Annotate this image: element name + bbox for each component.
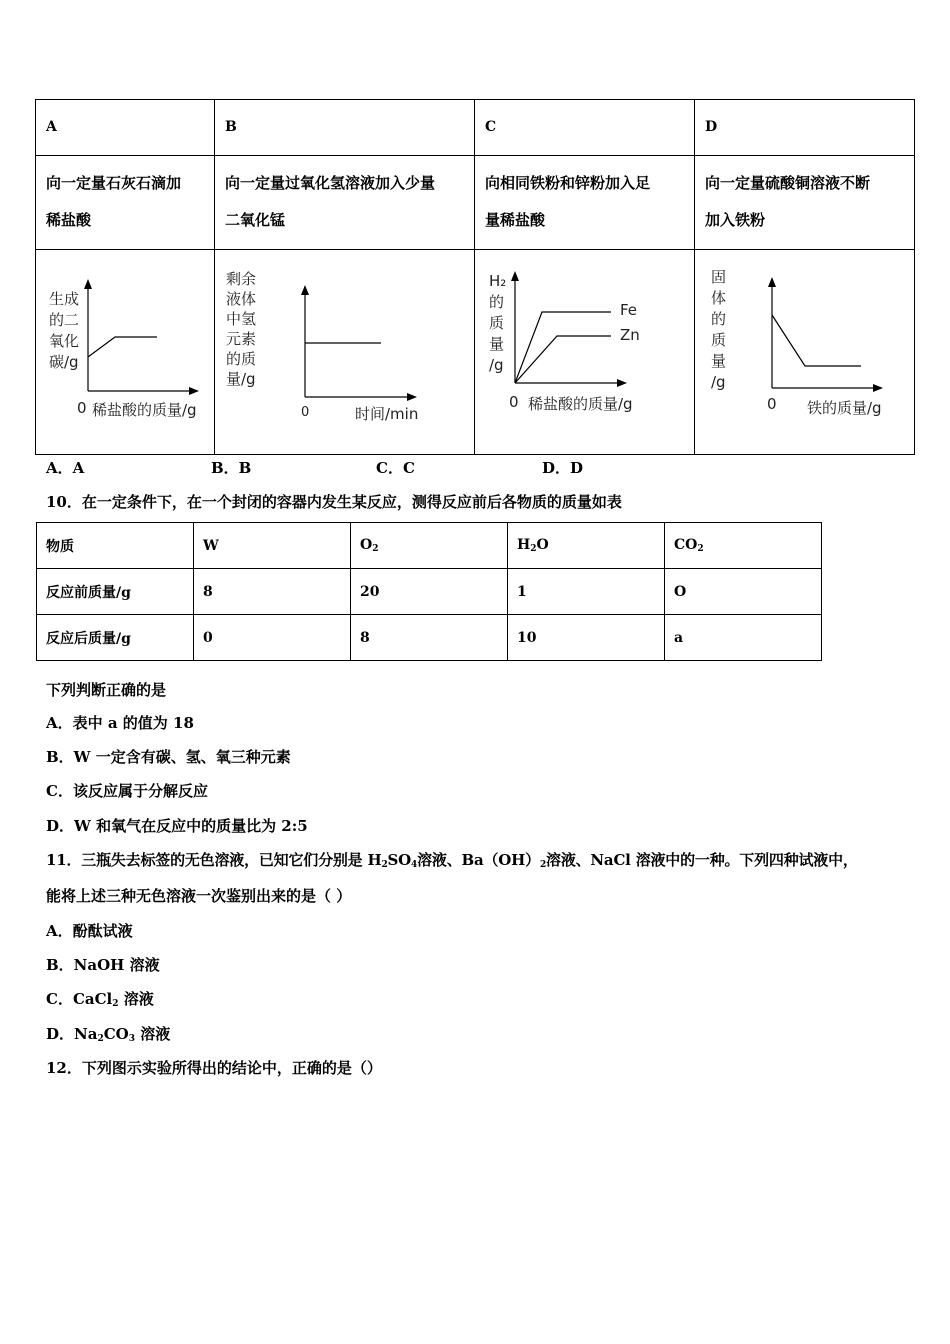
ylabel-line: /g (711, 373, 726, 391)
ylabel-line: 中氢 (226, 310, 257, 328)
formula-subscript: 2 (539, 860, 547, 870)
q9-option-c: C．C (376, 459, 415, 477)
formula-subscript: 2 (381, 860, 388, 870)
desc-line: 向一定量石灰石滴加 (46, 174, 182, 192)
formula-subscript: 2 (530, 544, 537, 554)
ylabel-line: 氧化 (49, 332, 80, 350)
graph-c-xlabel: 稀盐酸的质量/g (528, 395, 633, 413)
col-b-desc (225, 165, 435, 239)
formula-part: O (536, 537, 549, 553)
desc-line: 量稀盐酸 (485, 211, 546, 229)
text-part: 溶液、NaCl 溶液中的一种。下列四种试液中， (546, 851, 858, 869)
legend-zn: Zn (620, 326, 640, 344)
graph-d (695, 249, 914, 454)
x-axis-arrow (617, 379, 627, 387)
graph-d-plot (695, 249, 914, 454)
graph-b (215, 249, 474, 454)
ylabel-line: 体 (711, 289, 727, 307)
grid-border (35, 99, 915, 100)
col-a-letter: A (46, 119, 57, 135)
text-part: CO (103, 1025, 129, 1043)
curve-zn (515, 336, 611, 383)
text-part: D．Na (46, 1025, 98, 1043)
graph-a (35, 249, 214, 454)
table-cell: 8 (351, 615, 508, 661)
ylabel-line: /g (489, 356, 504, 374)
legend-fe: Fe (620, 301, 638, 319)
text-part: SO (387, 851, 412, 869)
table-cell (508, 523, 665, 569)
ylabel-line: 的 (489, 293, 505, 311)
table-cell (665, 523, 822, 569)
table-cell: O (665, 569, 822, 615)
graph-a-xlabel: 稀盐酸的质量/g (92, 401, 197, 419)
table-cell: 10 (508, 615, 665, 661)
q11-option-c (46, 990, 154, 1013)
table-cell: 1 (508, 569, 665, 615)
q10-option-b: B．W 一定含有碳、氢、氧三种元素 (46, 748, 291, 766)
table-cell: a (665, 615, 822, 661)
text-part: 溶液 (135, 1025, 171, 1043)
col-d-desc (705, 165, 870, 239)
q11-option-a: A．酚酞试液 (46, 922, 133, 940)
formula-part: H (517, 537, 531, 553)
table-cell: 20 (351, 569, 508, 615)
table-row (37, 615, 822, 661)
formula-subscript: 2 (97, 1034, 104, 1044)
x-axis-arrow (407, 393, 417, 401)
q11-option-b: B．NaOH 溶液 (46, 956, 160, 974)
ylabel-line: 质 (489, 314, 505, 332)
curve-co2 (88, 337, 157, 357)
graph-a-plot (35, 249, 214, 454)
q9-options-grid (35, 99, 915, 455)
table-cell: 物质 (37, 523, 194, 569)
ylabel-line: H₂ (489, 272, 507, 290)
ylabel-line: 液体 (226, 290, 257, 308)
q10-mass-table (36, 522, 822, 661)
table-header-row (37, 523, 822, 569)
formula-subscript: 4 (411, 860, 418, 870)
text-part: 溶液 (118, 990, 154, 1008)
desc-line: 向一定量硫酸铜溶液不断 (705, 174, 871, 192)
table-cell: W (194, 523, 351, 569)
desc-line: 加入铁粉 (705, 211, 766, 229)
text-part: C．CaCl (46, 990, 113, 1008)
table-cell: 反应前质量/g (37, 569, 194, 615)
formula-subscript: 2 (372, 544, 379, 554)
grid-border (35, 155, 915, 156)
graph-b-xlabel: 时间/min (355, 405, 419, 423)
y-axis-arrow (84, 279, 92, 289)
ylabel-line: 质 (711, 331, 727, 349)
text-part: 溶液、Ba（OH） (417, 851, 540, 869)
col-a-desc (46, 165, 181, 239)
desc-line: 向一定量过氧化氢溶液加入少量 (225, 174, 436, 192)
y-axis-arrow (768, 277, 776, 287)
q11-stem-line1 (46, 851, 858, 874)
curve-fe (515, 312, 611, 383)
y-axis-arrow (301, 285, 309, 295)
q9-option-a: A．A (46, 459, 85, 477)
ylabel-line: 量 (711, 352, 727, 370)
desc-line: 向相同铁粉和锌粉加入足 (485, 174, 651, 192)
q10-stem: 10．在一定条件下，在一个封闭的容器内发生某反应，测得反应前后各物质的质量如表 (46, 493, 622, 511)
ylabel-line: 碳/g (49, 353, 79, 371)
ylabel-line: 量 (489, 335, 505, 353)
ylabel-line: 固 (711, 268, 727, 286)
text-part: 11．三瓶失去标签的无色溶液，已知它们分别是 H (46, 851, 382, 869)
ylabel-line: 元素 (226, 330, 257, 348)
table-cell: 8 (194, 569, 351, 615)
formula-subscript: 2 (112, 999, 119, 1009)
q10-option-c: C．该反应属于分解反应 (46, 782, 208, 800)
ylabel-line: 生成 (49, 290, 80, 308)
grid-border (914, 99, 915, 455)
q10-option-d: D．W 和氧气在反应中的质量比为 2:5 (46, 817, 308, 835)
formula-subscript: 2 (697, 544, 704, 554)
col-b-letter: B (225, 119, 237, 135)
graph-c (475, 249, 694, 454)
ylabel-line: 的二 (49, 311, 80, 329)
table-cell: 0 (194, 615, 351, 661)
graph-b-origin: 0 (301, 405, 310, 420)
ylabel-line: 量/g (226, 370, 256, 388)
desc-line: 二氧化锰 (225, 211, 286, 229)
col-c-letter: C (485, 119, 497, 135)
graph-b-plot (215, 249, 474, 454)
ylabel-line: 的 (711, 310, 727, 328)
x-axis-arrow (189, 387, 199, 395)
q10-prompt: 下列判断正确的是 (46, 681, 167, 699)
col-c-desc (485, 165, 650, 239)
x-axis-arrow (873, 384, 883, 392)
q9-option-b: B．B (211, 459, 252, 477)
graph-c-plot (475, 249, 694, 454)
ylabel-line: 的质 (226, 350, 257, 368)
q10-option-a: A．表中 a 的值为 18 (46, 714, 194, 732)
q12-stem: 12．下列图示实验所得出的结论中，正确的是（） (46, 1059, 382, 1077)
formula-part: O (360, 537, 373, 553)
graph-a-origin: 0 (77, 399, 87, 417)
graph-d-origin: 0 (767, 395, 777, 413)
q9-option-d: D．D (542, 459, 584, 477)
col-d-letter: D (705, 119, 718, 135)
y-axis-arrow (511, 271, 519, 281)
graph-d-xlabel: 铁的质量/g (807, 399, 882, 417)
table-row (37, 569, 822, 615)
curve-solid (772, 315, 861, 366)
graph-c-origin: 0 (509, 393, 519, 411)
ylabel-line: 剩余 (226, 270, 257, 288)
formula-subscript: 3 (128, 1034, 135, 1044)
formula-part: CO (674, 537, 698, 553)
q11-option-d (46, 1025, 170, 1048)
q11-stem-line2: 能将上述三种无色溶液一次鉴别出来的是（ ） (46, 887, 352, 905)
grid-border (35, 454, 915, 455)
table-cell (351, 523, 508, 569)
table-cell: 反应后质量/g (37, 615, 194, 661)
desc-line: 稀盐酸 (46, 211, 92, 229)
